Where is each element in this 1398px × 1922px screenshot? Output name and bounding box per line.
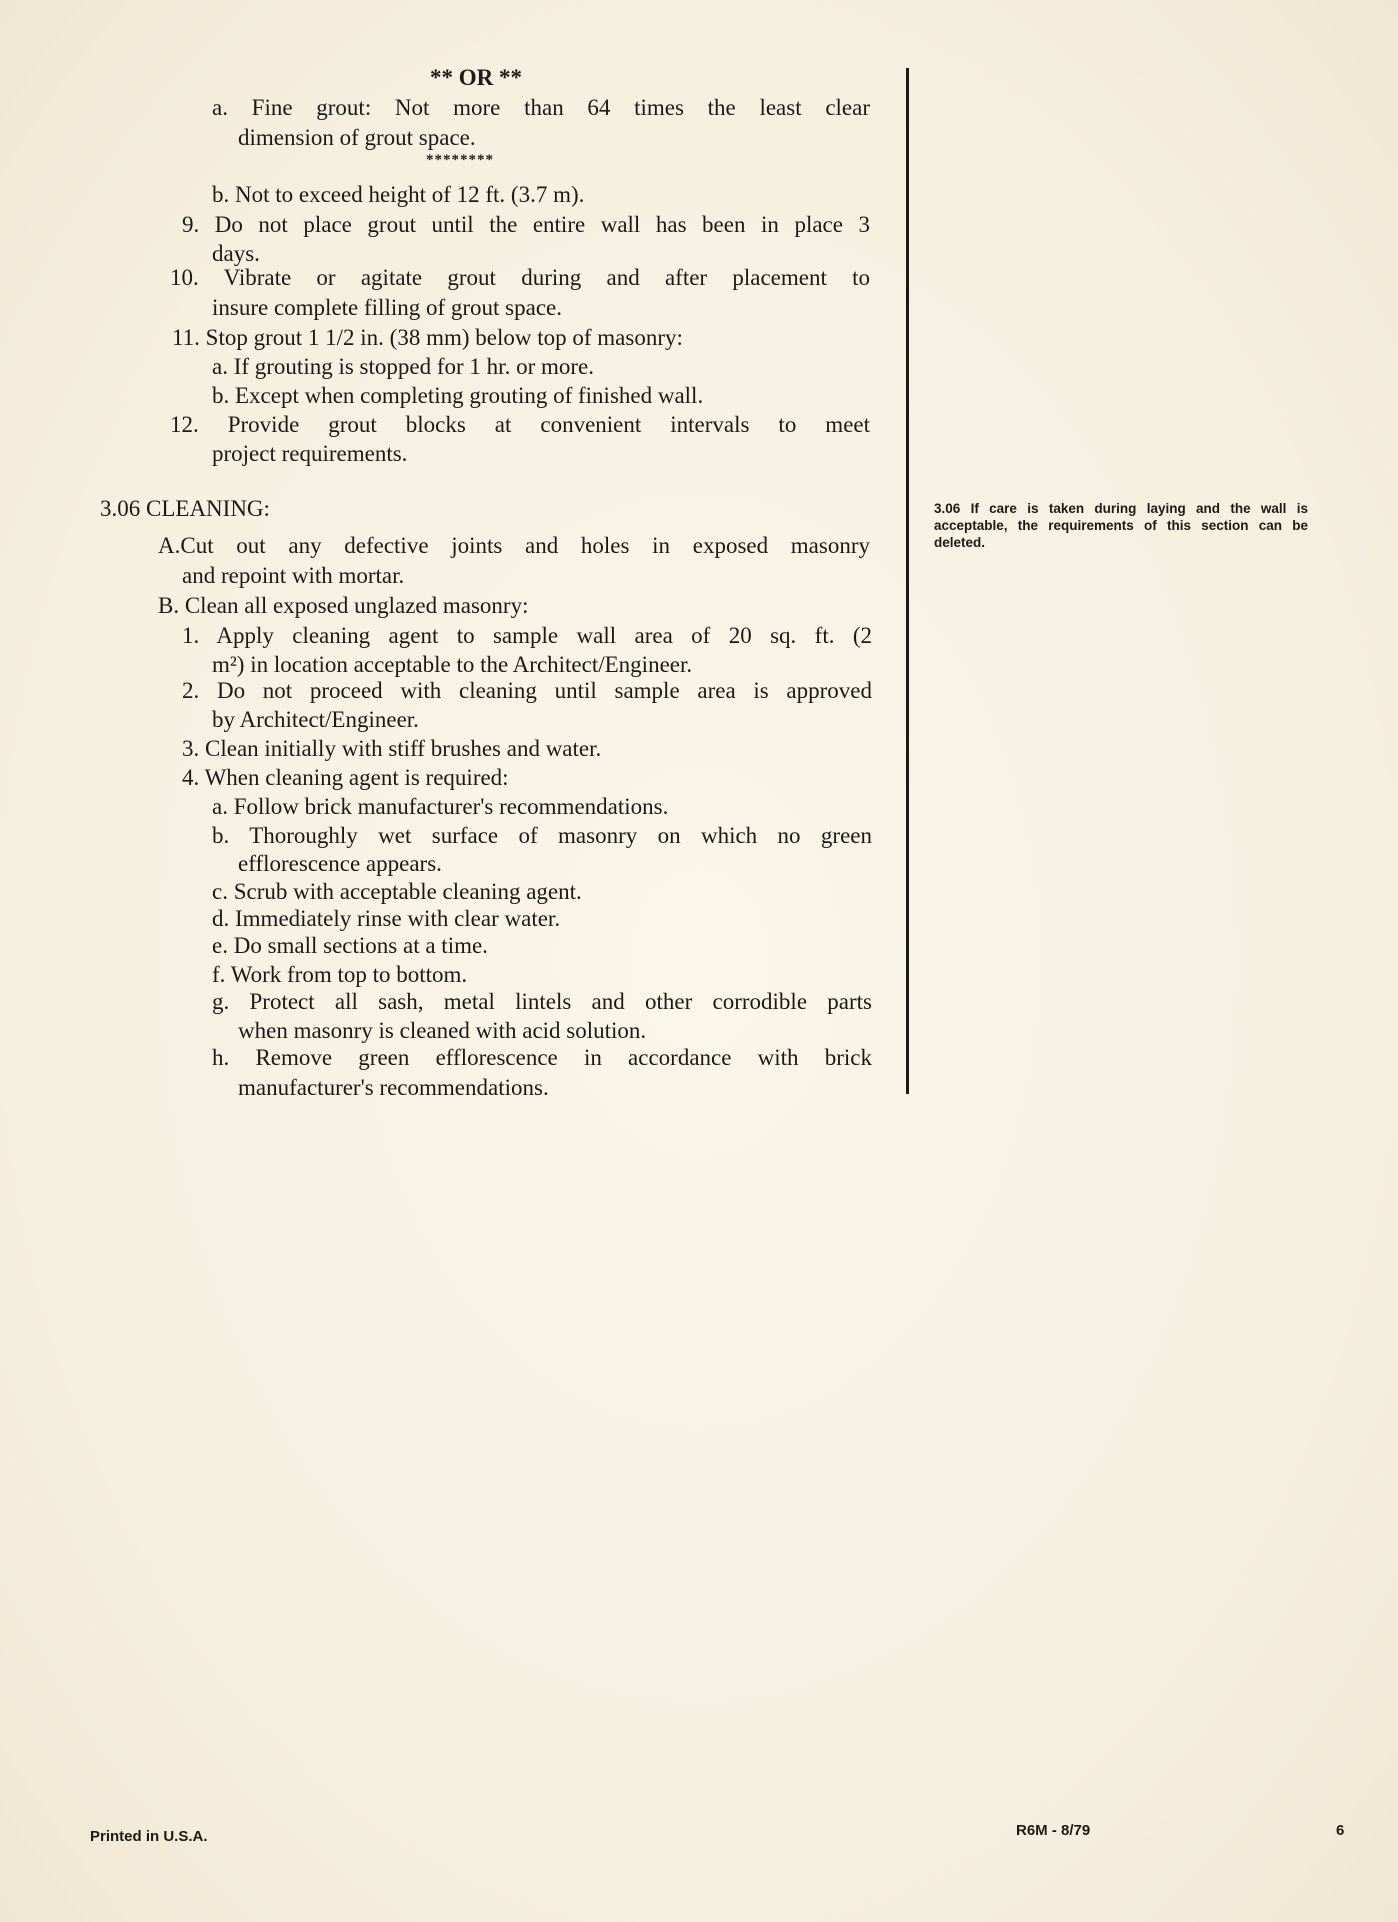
item-B4c: c. Scrub with acceptable cleaning agent.: [212, 879, 582, 904]
item-12-line-1: 12. Provide grout blocks at convenient intervals to meet: [170, 412, 870, 437]
footer-doc-code: R6M - 8/79: [1016, 1822, 1091, 1839]
item-B4g-line-2: when masonry is cleaned with acid solution.: [238, 1018, 647, 1043]
item-A-line-1: A.Cut out any defective joints and holes in exposed masonry: [158, 533, 870, 558]
item-B1-line-1: 1. Apply cleaning agent to sample wall area of 20 sq. ft. (2: [182, 623, 872, 648]
item-B1-line-2: m²) in location acceptable to the Architect/Engineer.: [212, 652, 693, 677]
item-B4e: e. Do small sections at a time.: [212, 933, 488, 958]
column-divider: [906, 68, 909, 1094]
item-11a: a. If grouting is stopped for 1 hr. or more.: [212, 354, 594, 379]
item-B4b-line-1: b. Thoroughly wet surface of masonry on which no green: [212, 823, 872, 848]
item-B4h-line-1: h. Remove green efflorescence in accordance with brick: [212, 1045, 872, 1070]
item-10-line-2: insure complete filling of grout space.: [212, 295, 563, 320]
item-8a-line-2: dimension of grout space.: [238, 125, 476, 150]
footer-printed: Printed in U.S.A.: [90, 1828, 208, 1845]
asterisk-separator: ********: [426, 152, 494, 168]
item-B4a: a. Follow brick manufacturer's recommendations.: [212, 794, 669, 819]
item-11b: b. Except when completing grouting of finished wall.: [212, 383, 704, 408]
item-8b: b. Not to exceed height of 12 ft. (3.7 m).: [212, 182, 585, 207]
or-separator: ** OR **: [430, 65, 522, 90]
item-9-line-2: days.: [212, 241, 260, 266]
item-B4d: d. Immediately rinse with clear water.: [212, 906, 561, 931]
side-note: 3.06 If care is taken during laying and the wall is acceptable, the requirements of this section can be deleted.: [934, 501, 1308, 550]
item-9-line-1: 9. Do not place grout until the entire wall has been in place 3: [182, 212, 870, 237]
item-B: B. Clean all exposed unglazed masonry:: [158, 593, 529, 618]
item-10-line-1: 10. Vibrate or agitate grout during and after placement to: [170, 265, 870, 290]
section-heading-cleaning: 3.06 CLEANING:: [100, 496, 270, 521]
item-B4b-line-2: efflorescence appears.: [238, 851, 442, 876]
page-number: 6: [1336, 1822, 1345, 1839]
item-12-line-2: project requirements.: [212, 441, 408, 466]
item-B3: 3. Clean initially with stiff brushes and water.: [182, 736, 602, 761]
item-B2-line-1: 2. Do not proceed with cleaning until sample area is approved: [182, 678, 872, 703]
item-A-line-2: and repoint with mortar.: [182, 563, 405, 588]
item-B4: 4. When cleaning agent is required:: [182, 765, 509, 790]
item-B2-line-2: by Architect/Engineer.: [212, 707, 419, 732]
item-B4g-line-1: g. Protect all sash, metal lintels and other corrodible parts: [212, 989, 872, 1014]
item-11: 11. Stop grout 1 1/2 in. (38 mm) below top of masonry:: [172, 325, 683, 350]
item-B4f: f. Work from top to bottom.: [212, 962, 468, 987]
item-B4h-line-2: manufacturer's recommendations.: [238, 1075, 549, 1100]
item-8a-line-1: a. Fine grout: Not more than 64 times the least clear: [212, 95, 870, 120]
